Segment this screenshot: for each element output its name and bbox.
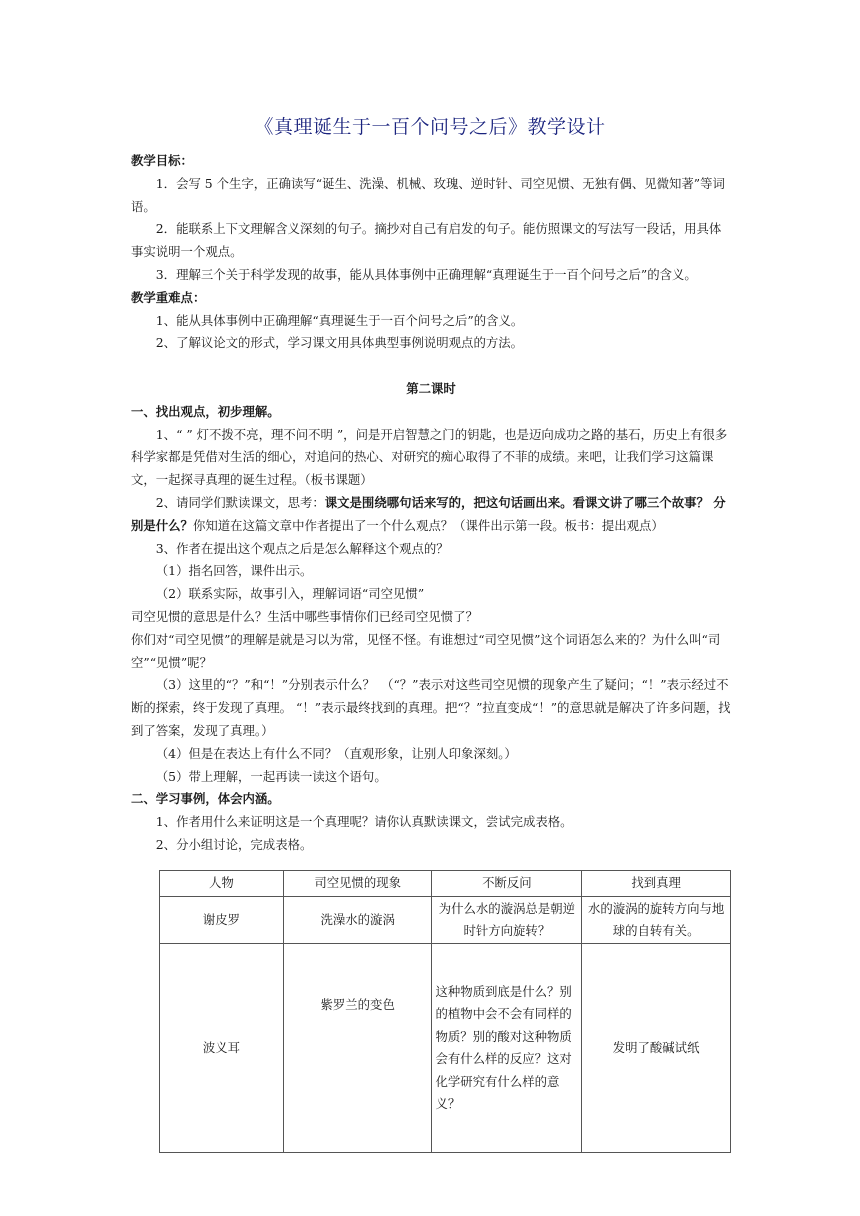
table-cell: 发明了酸碱试纸 [582,944,731,1153]
discovery-table [159,870,731,1153]
section1-paragraph-4: （1）指名回答，课件出示。 [155,563,313,579]
spacer [131,355,731,378]
table-cell: 紫罗兰的变色 [283,944,432,1153]
table-header-cell: 不断反问 [432,871,582,897]
section1-paragraph-1: 1、“ ” 灯不拨不亮，理不问不明 ”，问是开启智慧之门的钥匙，也是迈向成功之路的基石，历史上有很多科学家都是凭借对生活的细心，对追问的热心、对研究的痴心取得了不菲的成绩。来吧，让我们学习这篇课文，一起探寻真理的诞生过程。（板书课题） [131,426,728,488]
section1-paragraph-9: （4）但是在表达上有什么不同？（直观形象，让别人印象深刻。） [155,745,517,761]
section1-paragraph-6: 司空见惯的意思是什么？生活中哪些事情你们已经司空见惯了？ [131,608,478,624]
section1-paragraph-7: 你们对“司空见惯”的理解是就是习以为常，见怪不怪。有谁想过“司空见惯”这个词语怎么来的？为什么叫“司空”“见惯”呢？ [131,631,721,670]
goal-item-1: 1．会写 5 个生字，正确读写“诞生、洗澡、机械、玫瑰、逆时针、司空见惯、无独有偶、见微知著”等词语。 [131,175,725,214]
keypoint-item-2: 2、了解议论文的形式，学习课文用具体典型事例说明观点的方法。 [155,335,524,351]
section2-heading: 二、学习事例，体会内涵。 [131,791,280,807]
table-row [160,944,731,1153]
document-body [131,150,731,857]
section1-heading: 一、找出观点，初步理解。 [131,403,280,419]
section1-paragraph-8: （3）这里的“？”和“！”分别表示什么？ （“？”表示对这些司空见惯的现象产生了疑问；“！”表示经过不断的探索，终于发现了真理。 “！”表示最终找到的真理。把“？”拉直变成“！”的意思就是解决了许多问题，找到了答案，发现了真理。） [131,677,731,738]
section1-paragraph-10: （5）带上理解，一起再读一读这个语句。 [155,768,387,784]
table-cell: 这种物质到底是什么？别的植物中会不会有同样的物质？别的酸对这种物质会有什么样的反应？这对化学研究有什么样的意义？ [432,944,582,1153]
section2-paragraph-2: 2、分小组讨论，完成表格。 [155,836,313,852]
table-cell: 谢皮罗 [160,897,284,944]
table-cell: 为什么水的漩涡总是朝逆时针方向旋转？ [432,897,582,944]
page-title: 《真理诞生于一百个问号之后》教学设计 [254,116,606,138]
section1-paragraph-2 [131,492,731,538]
table-header-cell: 司空见惯的现象 [283,871,432,897]
table-header-cell: 人物 [160,871,284,897]
keypoints-heading: 教学重难点： [131,289,206,305]
table-header-row [160,871,731,897]
section2-paragraph-1: 1、作者用什么来证明这是一个真理呢？请你认真默读课文，尝试完成表格。 [155,814,573,830]
keypoint-item-1: 1、能从具体事例中正确理解“真理诞生于一百个问号之后”的含义。 [155,312,524,328]
p2-bold: 课文是围绕哪句话来写的，把这句话画出来。看课文讲了哪三个故事？ 分别是什么？ [131,494,726,533]
goal-item-3: 3．理解三个关于科学发现的故事，能从具体事例中正确理解“真理诞生于一百个问号之后”的含义。 [155,266,697,282]
lesson-heading: 第二课时 [406,380,456,396]
section1-paragraph-5: （2）联系实际，故事引入，理解词语“司空见惯” [155,586,425,602]
goal-item-2: 2．能联系上下文理解含义深刻的句子。摘抄对自己有启发的句子。能仿照课文的写法写一段话，用具体事实说明一个观点。 [131,221,722,260]
table-row [160,897,731,944]
table-cell: 波义耳 [160,944,284,1153]
goals-heading: 教学目标： [131,153,193,168]
table-cell: 洗澡水的漩涡 [283,897,432,944]
section1-paragraph-3: 3、作者在提出这个观点之后是怎么解释这个观点的？ [155,540,449,556]
p2-tail: 你知道在这篇文章中作者提出了一个什么观点？（课件出示第一段。板书：提出观点） [192,517,664,533]
table-cell: 水的漩涡的旋转方向与地球的自转有关。 [582,897,731,944]
p2-lead: 2、请同学们默读课文，思考： [155,494,325,510]
table-header-cell: 找到真理 [582,871,731,897]
